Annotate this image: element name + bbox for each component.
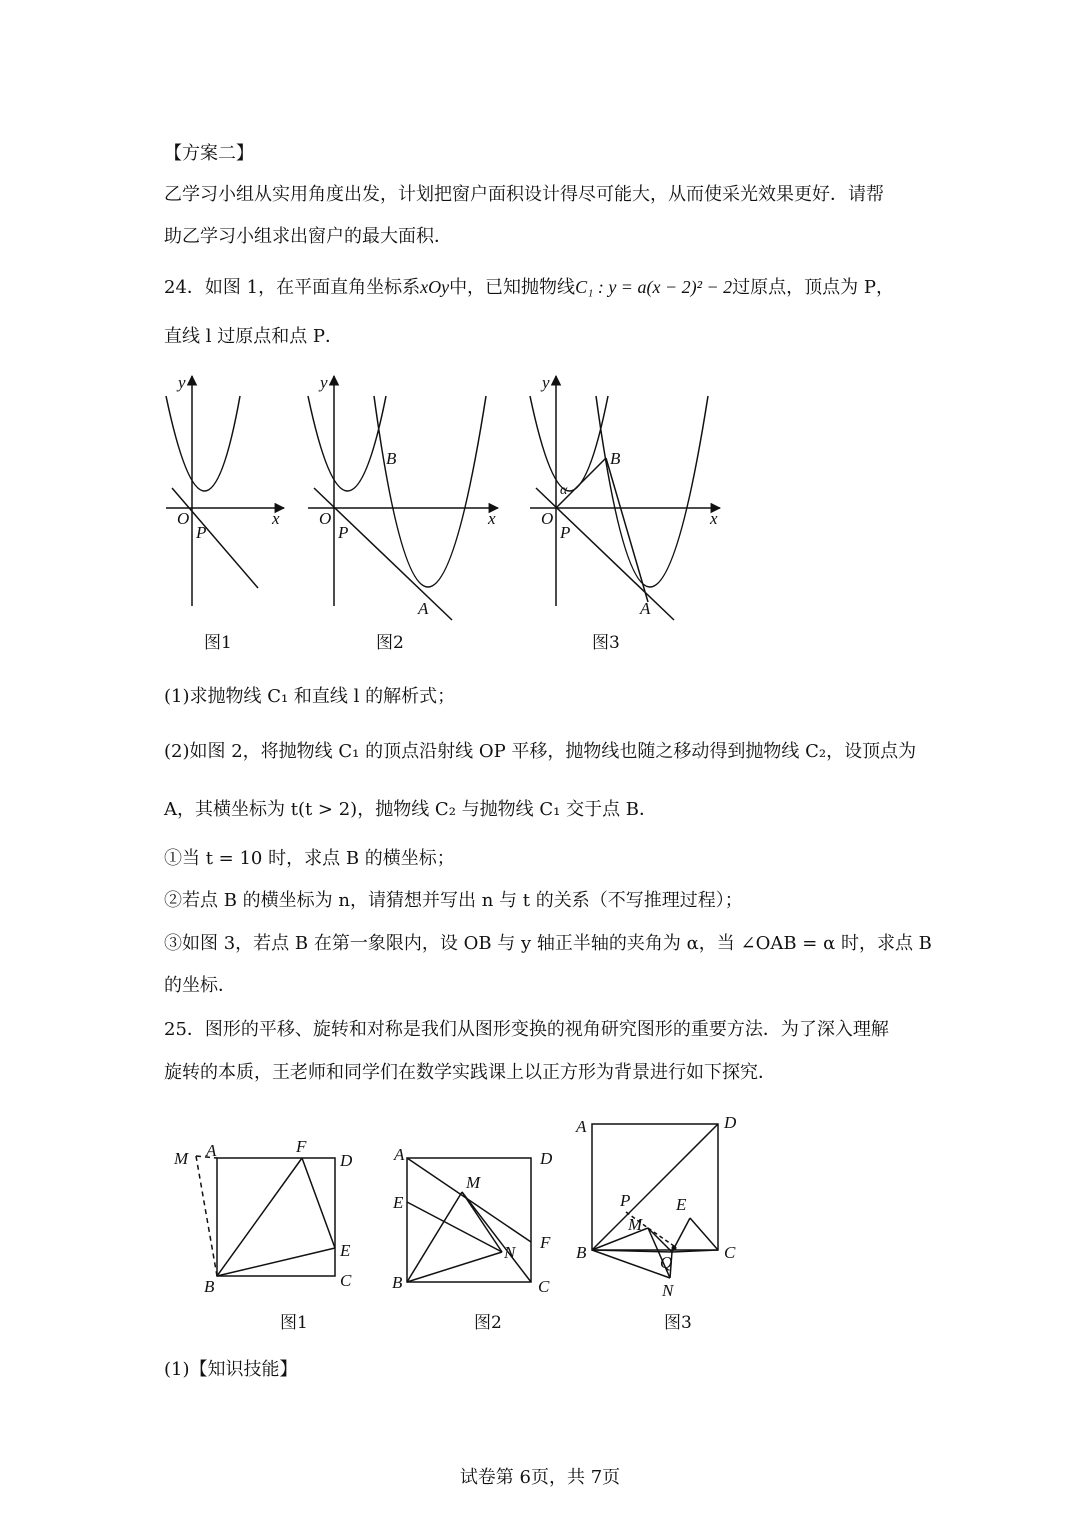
fig2-label-p: P <box>338 523 349 542</box>
q24-coord-system: xOy <box>420 277 450 297</box>
q25-figures <box>160 1106 760 1342</box>
fig3-label-x: x <box>710 509 718 528</box>
q25-fig2-label-a: A <box>394 1145 405 1164</box>
fig3-segment-mq <box>648 1228 672 1252</box>
fig1-square-abcd <box>217 1158 335 1276</box>
q24-figures <box>150 366 730 666</box>
q25-intro-line1: 25．图形的平移、旋转和对称是我们从图形变换的视角研究图形的重要方法．为了深入理解 <box>164 1019 889 1040</box>
fig3-label-b: B <box>610 449 621 468</box>
q25-fig3-label-a: A <box>576 1117 587 1136</box>
fig3-segment-ec <box>690 1218 718 1250</box>
fig3-segment-ba <box>606 458 648 602</box>
q24-part2-line1: (2)如图 2，将抛物线 C₁ 的顶点沿射线 OP 平移，抛物线也随之移动得到抛物线 C₂，设顶点为 <box>164 741 917 762</box>
q25-figure-3 <box>592 1124 718 1278</box>
fig3-label-alpha: α <box>560 483 568 498</box>
q25-fig3-caption: 图3 <box>664 1313 692 1333</box>
fig3-parabola-c1 <box>530 396 608 491</box>
q25-fig2-label-c: C <box>538 1277 550 1296</box>
q25-fig2-label-e: E <box>393 1193 404 1212</box>
q25-fig2-label-f: F <box>540 1233 551 1252</box>
q25-fig2-label-n: N <box>504 1243 516 1262</box>
fig3-label-y: y <box>542 373 550 392</box>
fig3-segment-bn <box>592 1250 673 1278</box>
q25-fig3-label-q: Q <box>660 1253 673 1272</box>
q25-fig3-label-m: M <box>628 1215 643 1234</box>
q25-fig1-label-e: E <box>340 1241 351 1260</box>
fig2-parabola-c2 <box>374 396 486 587</box>
fig1-parabola-c1 <box>166 396 240 491</box>
fig1-label-o: O <box>177 509 190 528</box>
fig3-caption: 图3 <box>592 633 620 653</box>
q25-fig1-label-a: A <box>206 1141 217 1160</box>
q24-parabola-equation: C₁ : y = a(x − 2)² − 2 <box>575 277 733 297</box>
q25-fig1-label-d: D <box>340 1151 353 1170</box>
q24-sub2: ②若点 B 的横坐标为 n，请猜想并写出 n 与 t 的关系（不写推理过程）； <box>164 890 743 911</box>
fig2-label-y: y <box>320 373 328 392</box>
q24-intro-line2: 直线 l 过原点和点 P． <box>164 326 344 347</box>
page-footer: 试卷第 6页，共 7页 <box>459 1467 621 1488</box>
q25-fig2-caption: 图2 <box>474 1313 502 1333</box>
fig2-segment-bn <box>407 1252 502 1282</box>
q25-fig1-label-f: F <box>296 1137 307 1156</box>
fig2-label-o: O <box>319 509 332 528</box>
q25-fig1-label-b: B <box>204 1277 215 1296</box>
fig1-caption: 图1 <box>204 633 232 653</box>
q25-part1: (1)【知识技能】 <box>164 1359 298 1380</box>
fig2-parabola-c1 <box>308 396 386 491</box>
q25-fig3-label-p: P <box>620 1191 631 1210</box>
q25-fig2-label-d: D <box>540 1149 553 1168</box>
fig3-label-p: P <box>560 523 571 542</box>
fig1-line-l <box>172 488 258 588</box>
fig3-label-a: A <box>640 599 651 618</box>
fig3-label-o: O <box>541 509 554 528</box>
q24-part2-line2: A，其横坐标为 t(t > 2)，抛物线 C₂ 与抛物线 C₁ 交于点 B． <box>164 799 658 820</box>
q25-figure-1 <box>196 1156 335 1276</box>
fig1-label-y: y <box>178 373 186 392</box>
q24-sub3-line1: ③如图 3，若点 B 在第一象限内，设 OB 与 y 轴正半轴的夹角为 α，当 ∠OAB = α 时，求点 B <box>164 933 932 954</box>
q24-intro-mid: 中，已知抛物线 <box>449 277 576 298</box>
q24-figure-1 <box>166 376 284 606</box>
fig1-segment-fe <box>302 1158 335 1248</box>
q24-intro-line1 <box>164 274 924 301</box>
fig1-dashed-mb <box>196 1156 217 1276</box>
fig1-label-p: P <box>196 523 207 542</box>
q25-fig2-label-b: B <box>392 1273 403 1292</box>
q25-fig3-label-b: B <box>576 1243 587 1262</box>
fig3-parabola-c2 <box>596 396 708 587</box>
q25-fig1-caption: 图1 <box>280 1313 308 1333</box>
q25-fig3-label-n: N <box>662 1281 674 1300</box>
fig2-label-x: x <box>488 509 496 528</box>
q25-fig3-label-e: E <box>676 1195 687 1214</box>
q24-figure-2 <box>308 376 498 620</box>
q25-fig1-label-m: M <box>174 1149 189 1168</box>
fig3-point-q <box>672 1246 677 1251</box>
fig2-label-a: A <box>418 599 429 618</box>
q25-fig1-label-c: C <box>340 1271 352 1290</box>
q25-fig3-label-d: D <box>724 1113 737 1132</box>
fig2-label-b: B <box>386 449 397 468</box>
fig3-diagonal-bd <box>592 1124 718 1250</box>
q25-fig3-label-c: C <box>724 1243 736 1262</box>
q24-part1: (1)求抛物线 C₁ 和直线 l 的解析式； <box>164 686 456 707</box>
q24-figure-3 <box>530 376 720 620</box>
fig2-segment-en <box>407 1202 502 1252</box>
q24-intro-suffix: 过原点，顶点为 P， <box>732 277 894 298</box>
q24-sub3-line2: 的坐标． <box>164 975 236 996</box>
fig1-label-x: x <box>272 509 280 528</box>
plan2-text-line1: 乙学习小组从实用角度出发，计划把窗户面积设计得尽可能大，从而使采光效果更好．请帮 <box>164 184 884 205</box>
fig2-caption: 图2 <box>376 633 404 653</box>
q25-fig2-label-m: M <box>466 1173 481 1192</box>
q24-intro-prefix: 24．如图 1，在平面直角坐标系 <box>164 277 421 298</box>
plan2-heading: 【方案二】 <box>164 143 254 164</box>
q24-sub1: ①当 t = 10 时，求点 B 的横坐标； <box>164 848 455 869</box>
q25-intro-line2: 旋转的本质，王老师和同学们在数学实践课上以正方形为背景进行如下探究． <box>164 1062 776 1083</box>
plan2-text-line2: 助乙学习小组求出窗户的最大面积． <box>164 226 452 247</box>
